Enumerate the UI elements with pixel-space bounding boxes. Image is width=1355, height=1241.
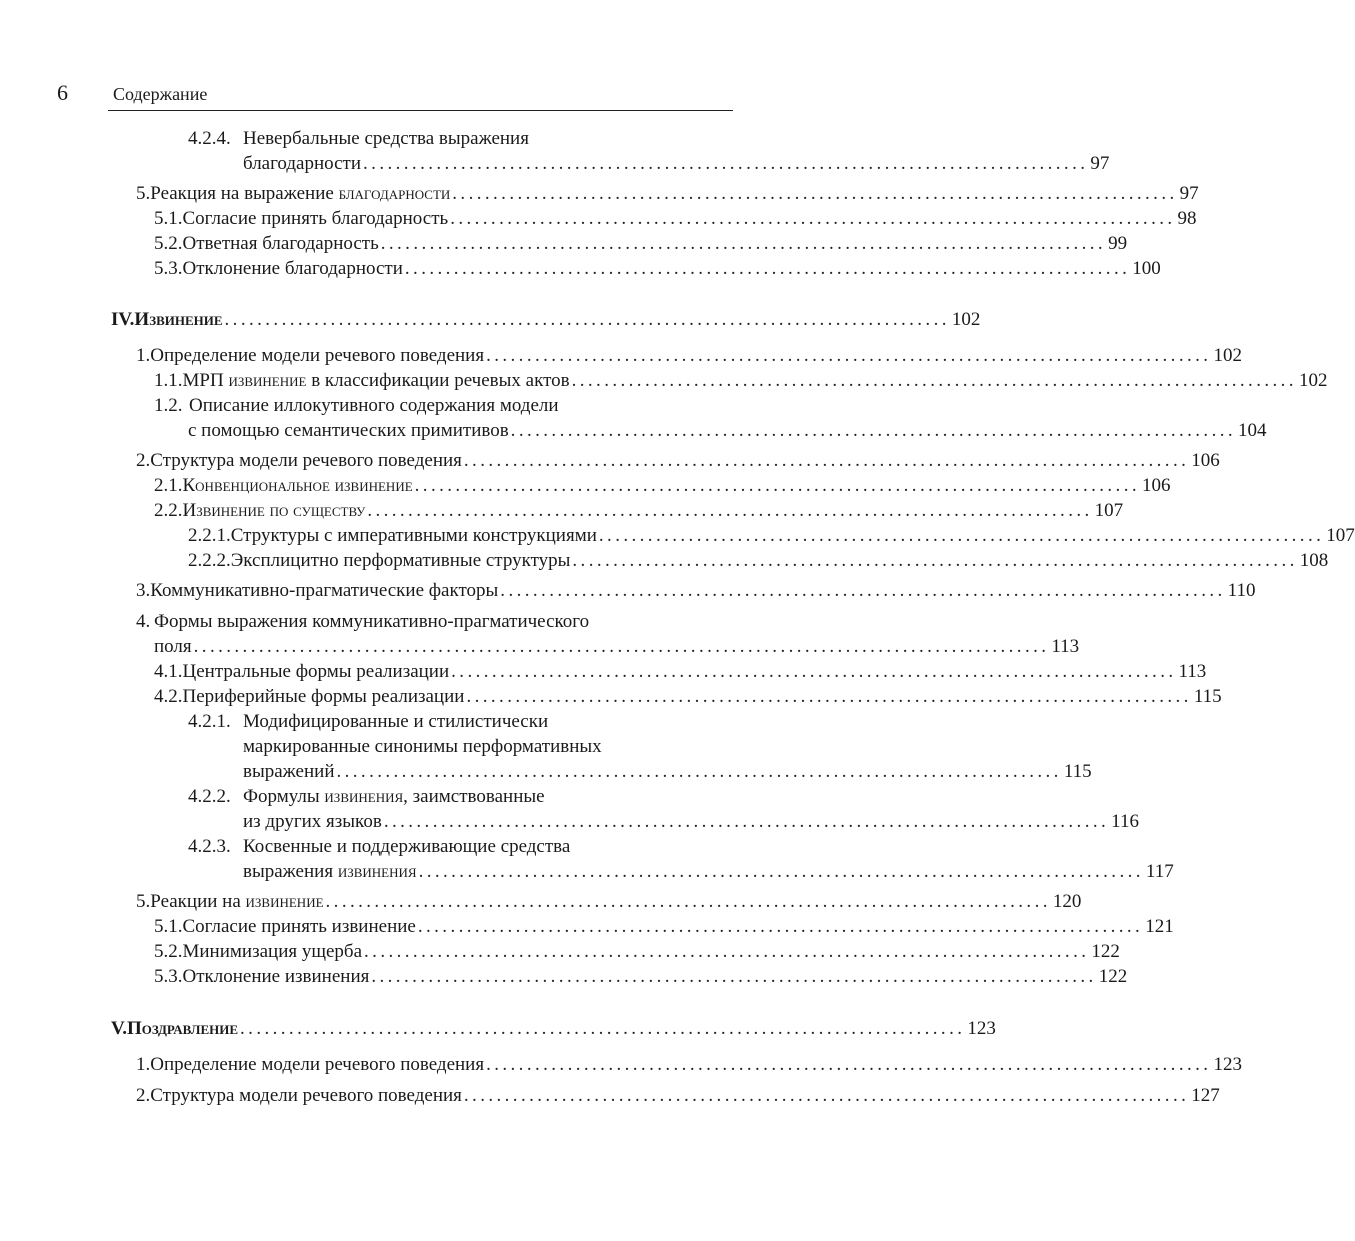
toc-page: 123 [967, 1018, 996, 1039]
toc-row [0, 548, 1329, 574]
toc-row [0, 393, 827, 419]
toc-text: выражения [243, 861, 338, 882]
leader-dots: ......................................................................................... [452, 183, 1178, 204]
toc-number: 1. [136, 1054, 151, 1075]
toc-page: 100 [1132, 258, 1161, 279]
toc-row [0, 343, 1242, 369]
toc-row [0, 859, 1174, 885]
toc-text-smallcaps: извинение [228, 370, 307, 391]
toc-row [0, 418, 1267, 444]
toc-number: 4.2.4. [188, 128, 231, 149]
toc-row [0, 889, 1082, 915]
toc-page: 107 [1326, 525, 1355, 546]
toc-row [0, 307, 981, 333]
toc-number: 5.2. [154, 233, 183, 254]
leader-dots: ......................................................................................... [466, 686, 1192, 707]
toc-text: Центральные формы реализации [182, 661, 450, 682]
running-title: Содержание [113, 84, 208, 104]
toc-chapter-title: Извинение [134, 309, 223, 330]
leader-dots: ......................................................................................... [486, 1054, 1212, 1075]
toc-text-smallcaps: благодарности [338, 183, 451, 204]
toc-row [0, 834, 827, 860]
toc-number: 2.1. [154, 475, 183, 496]
toc-number: 4.2.2. [188, 786, 231, 807]
toc-page: 121 [1145, 916, 1174, 937]
leader-dots: ......................................................................................... [463, 450, 1190, 471]
toc-text: Ответная благодарность [182, 233, 379, 254]
toc-text-smallcaps: извинение [245, 891, 324, 912]
toc-text: с помощью семантических примитивов [188, 420, 509, 441]
leader-dots: ......................................................................................... [325, 891, 1051, 912]
toc-number: 1. [136, 345, 151, 366]
toc-page: 97 [1179, 183, 1199, 204]
toc-row [0, 609, 827, 635]
toc-row [0, 914, 1174, 940]
leader-dots: ......................................................................................... [414, 475, 1141, 496]
toc-number: 4.2.3. [188, 836, 231, 857]
toc-row [0, 151, 1110, 177]
toc-page: 113 [1178, 661, 1207, 682]
toc-text: Структура модели речевого поведения [150, 1085, 462, 1106]
leader-dots: ......................................................................................... [336, 761, 1062, 782]
toc-text: Формы выражения коммуникативно-прагматического [154, 611, 590, 632]
leader-dots: ......................................................................................... [371, 966, 1097, 987]
toc-page: 99 [1108, 233, 1128, 254]
toc-text-smallcaps: извинения [324, 786, 404, 807]
toc-text: Описание иллокутивного содержания модели [189, 395, 559, 416]
toc-text: Невербальные средства выражения [243, 128, 529, 149]
leader-dots: ......................................................................................... [450, 208, 1176, 229]
toc-text: Модифицированные и стилистически [243, 711, 549, 732]
toc-row [0, 634, 1080, 660]
toc-number: 5.3. [154, 258, 183, 279]
leader-dots: ......................................................................................................... [193, 636, 1050, 657]
toc-chapter-title: Поздравление [127, 1018, 239, 1039]
toc-number: 4.2.1. [188, 711, 231, 732]
toc-text: Структуры с императивными конструкциями [230, 525, 597, 546]
toc-row [0, 684, 1222, 710]
toc-page: 113 [1051, 636, 1080, 657]
toc-page: 108 [1299, 550, 1329, 571]
toc-row [0, 206, 1197, 232]
toc-text: Коммуникативно-прагматические факторы [150, 580, 499, 601]
toc-text: Формулы [243, 786, 325, 807]
leader-dots: ......................................................................................... [380, 233, 1107, 254]
toc-text: Согласие принять извинение [182, 916, 416, 937]
leader-dots: ......................................................................................... [364, 941, 1090, 962]
toc-page: 117 [1145, 861, 1174, 882]
toc-text: Определение модели речевого поведения [150, 345, 485, 366]
toc-text: Эксплицитно перформативные структуры [230, 550, 571, 571]
toc-page: 122 [1091, 941, 1120, 962]
toc-page: 98 [1177, 208, 1197, 229]
toc-page: 104 [1238, 420, 1267, 441]
toc-row [0, 1052, 1242, 1078]
toc-text: благодарности [243, 153, 362, 174]
toc-number: 5.2. [154, 941, 183, 962]
toc-text: МРП [182, 370, 229, 391]
toc-row [0, 734, 827, 760]
toc-number: 5. [136, 183, 151, 204]
toc-text: Периферийные формы реализации [182, 686, 465, 707]
toc-number: 2.2.2. [188, 550, 231, 571]
leader-dots: ......................................................................................... [572, 550, 1298, 571]
toc-row [0, 709, 827, 735]
toc-number: 2. [136, 450, 151, 471]
toc-row [0, 448, 1220, 474]
toc-number: 4.1. [154, 661, 183, 682]
toc-page: 115 [1193, 686, 1222, 707]
toc-row [0, 659, 1207, 685]
leader-dots: ......................................................................................... [451, 661, 1177, 682]
toc-number: 4. [136, 611, 151, 632]
toc-row [0, 939, 1120, 965]
toc-number: 5. [136, 891, 151, 912]
toc-row [0, 784, 827, 810]
leader-dots: ......................................................................................... [363, 153, 1089, 174]
toc-text: Отклонение благодарности [182, 258, 403, 279]
leader-dots: ......................................................................................... [383, 811, 1110, 832]
toc-row [0, 809, 1139, 835]
toc-page: 123 [1213, 1054, 1242, 1075]
toc-row [0, 473, 1171, 499]
toc-row [0, 1083, 1220, 1109]
toc-number: 2.2.1. [188, 525, 231, 546]
leader-dots: ......................................................................................... [224, 309, 950, 330]
toc-page: 122 [1098, 966, 1128, 987]
toc-row [0, 368, 1328, 394]
leader-dots: ......................................................................................... [500, 580, 1226, 601]
toc-text-smallcaps: Конвенциональное извинение [182, 475, 413, 496]
toc-number: 1.2. [154, 395, 183, 416]
toc-number: 2.2. [154, 500, 183, 521]
page-number: 6 [57, 80, 68, 105]
toc-text: , заимствованные [403, 786, 545, 807]
toc-text: Минимизация ущерба [182, 941, 363, 962]
leader-dots: ......................................................................................... [404, 258, 1131, 279]
toc-text: из других языков [243, 811, 382, 832]
leader-dots: ......................................................................................... [571, 370, 1297, 391]
toc-row [0, 578, 1256, 604]
toc-row [0, 1016, 996, 1042]
toc-text-smallcaps: извинения [337, 861, 417, 882]
toc-row [0, 231, 1128, 257]
leader-dots: ......................................................................................... [463, 1085, 1190, 1106]
leader-dots: ......................................................................................... [367, 500, 1093, 521]
toc-number: 3. [136, 580, 151, 601]
toc-text: Определение модели речевого поведения [150, 1054, 485, 1075]
toc-row [0, 256, 1161, 282]
toc-text: Реакция на выражение [150, 183, 339, 204]
toc-page: 97 [1090, 153, 1110, 174]
toc-text: поля [154, 636, 192, 657]
toc-page: 106 [1191, 450, 1220, 471]
toc-page: 102 [1213, 345, 1242, 366]
toc-text: в классификации речевых актов [306, 370, 570, 391]
toc-row [0, 759, 1092, 785]
leader-dots: ......................................................................................... [510, 420, 1237, 441]
toc-row [0, 498, 1124, 524]
toc-page: 107 [1094, 500, 1124, 521]
toc-number: 1.1. [154, 370, 183, 391]
leader-dots: ......................................................................................... [240, 1018, 966, 1039]
toc-row [0, 964, 1128, 990]
toc-page: 115 [1063, 761, 1092, 782]
toc-text: маркированные синонимы перформативных [243, 736, 602, 757]
toc-text: Согласие принять благодарность [182, 208, 449, 229]
toc-number: 4.2. [154, 686, 183, 707]
toc-page: 102 [1298, 370, 1328, 391]
toc-number: IV. [111, 309, 135, 330]
leader-dots: ......................................................................................... [417, 916, 1144, 937]
toc-page: 127 [1191, 1085, 1220, 1106]
toc-page: 102 [951, 309, 981, 330]
leader-dots: ......................................................................................... [598, 525, 1325, 546]
toc-number: 5.1. [154, 208, 183, 229]
header-rule [108, 110, 733, 111]
toc-text: выражений [243, 761, 335, 782]
toc-number: V. [111, 1018, 128, 1039]
toc-text-smallcaps: Извинение по существу [182, 500, 366, 521]
toc-row [0, 126, 827, 152]
toc-number: 5.1. [154, 916, 183, 937]
toc-text: Структура модели речевого поведения [150, 450, 462, 471]
toc-page: 116 [1111, 811, 1139, 832]
toc-number: 2. [136, 1085, 151, 1106]
toc-page: 110 [1227, 580, 1256, 601]
toc-page: 106 [1142, 475, 1171, 496]
toc-text: Отклонение извинения [182, 966, 370, 987]
toc-text: Косвенные и поддерживающие средства [243, 836, 571, 857]
leader-dots: ......................................................................................... [418, 861, 1144, 882]
toc-row [0, 523, 1355, 549]
toc-number: 5.3. [154, 966, 183, 987]
toc-row [0, 181, 1199, 207]
toc-text: Реакции на [150, 891, 246, 912]
leader-dots: ......................................................................................... [486, 345, 1212, 366]
toc-page: 120 [1052, 891, 1082, 912]
